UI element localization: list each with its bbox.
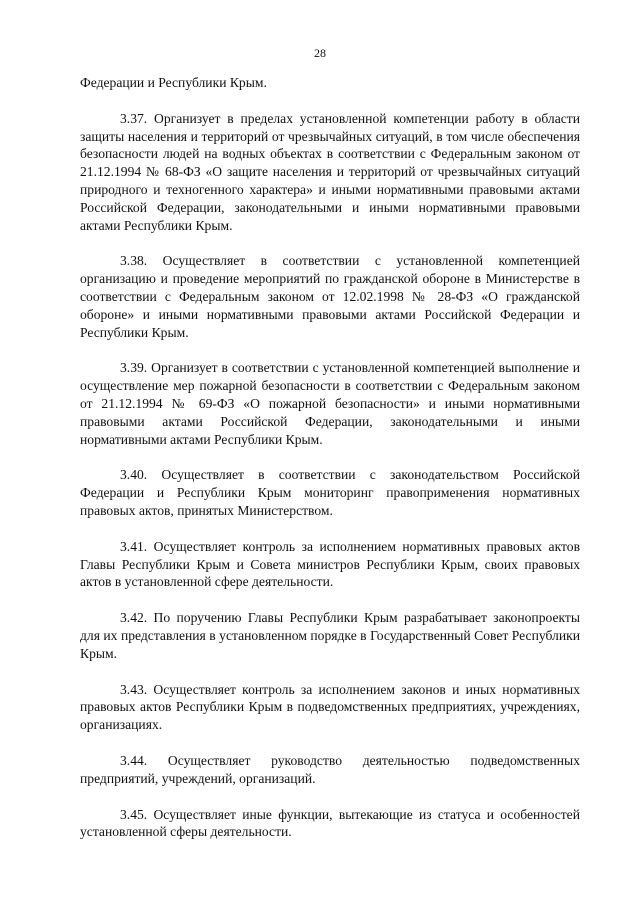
paragraph-3-41: 3.41. Осуществляет контроль за исполнением нормативных правовых актов Главы Республики Крым и Совета министров Республики Крым, своих правовых актов в установленной сфере деятельности. xyxy=(80,538,580,590)
paragraph-3-45: 3.45. Осуществляет иные функции, вытекающие из статуса и особенностей установленной сферы деятельности. xyxy=(80,806,580,840)
paragraph-3-38: 3.38. Осуществляет в соответствии с установленной компетенцией организацию и проведение мероприятий по гражданской обороне в Министерстве в соответствии с Федеральным законом от 12.02.1998 № 28-ФЗ «О гражданской обороне» и иными нормативными правовыми актами Российской Федерации и Республики Крым. xyxy=(80,253,580,340)
paragraph-3-43: 3.43. Осуществляет контроль за исполнением законов и иных нормативных правовых актов Республики Крым в подведомственных предприятиях, учреждениях, организациях. xyxy=(80,681,580,733)
paragraph-3-40: 3.40. Осуществляет в соответствии с законодательством Российской Федерации и Республики Крым мониторинг правоприменения нормативных правовых актов, принятых Министерством. xyxy=(80,467,580,518)
paragraph-3-39: 3.39. Организует в соответствии с установленной компетенцией выполнение и осуществление мер пожарной безопасности в соответствии с Федеральным законом от 21.12.1994 № 69-ФЗ «О пожарной безопасности» и иными нормативными правовыми актами Российской Федерации, законодательными и иными нормативными актами Республики Крым. xyxy=(80,360,580,447)
page-number: 28 xyxy=(314,46,326,60)
paragraph-3-42: 3.42. По поручению Главы Республики Крым разрабатывает законопроекты для их представления в установленном порядке в Государственный Совет Республики Крым. xyxy=(80,610,580,661)
document-body xyxy=(80,74,580,841)
paragraph-3-44: 3.44. Осуществляет руководство деятельностью подведомственных предприятий, учреждений, организаций. xyxy=(80,752,580,786)
paragraph-3-37: 3.37. Организует в пределах установленной компетенции работу в области защиты населения и территорий от чрезвычайных ситуаций, в том числе обеспечения безопасности людей на водных объектах в соответствии с Федеральным законом от 21.12.1994 № 68-ФЗ «О защите населения и территорий от чрезвычайных ситуаций природного и техногенного характера» и иными нормативными правовыми актами Российской Федерации, законодательными и иными нормативными правовыми актами Республики Крым. xyxy=(80,110,580,233)
continuation-text: Федерации и Республики Крым. xyxy=(80,75,267,90)
